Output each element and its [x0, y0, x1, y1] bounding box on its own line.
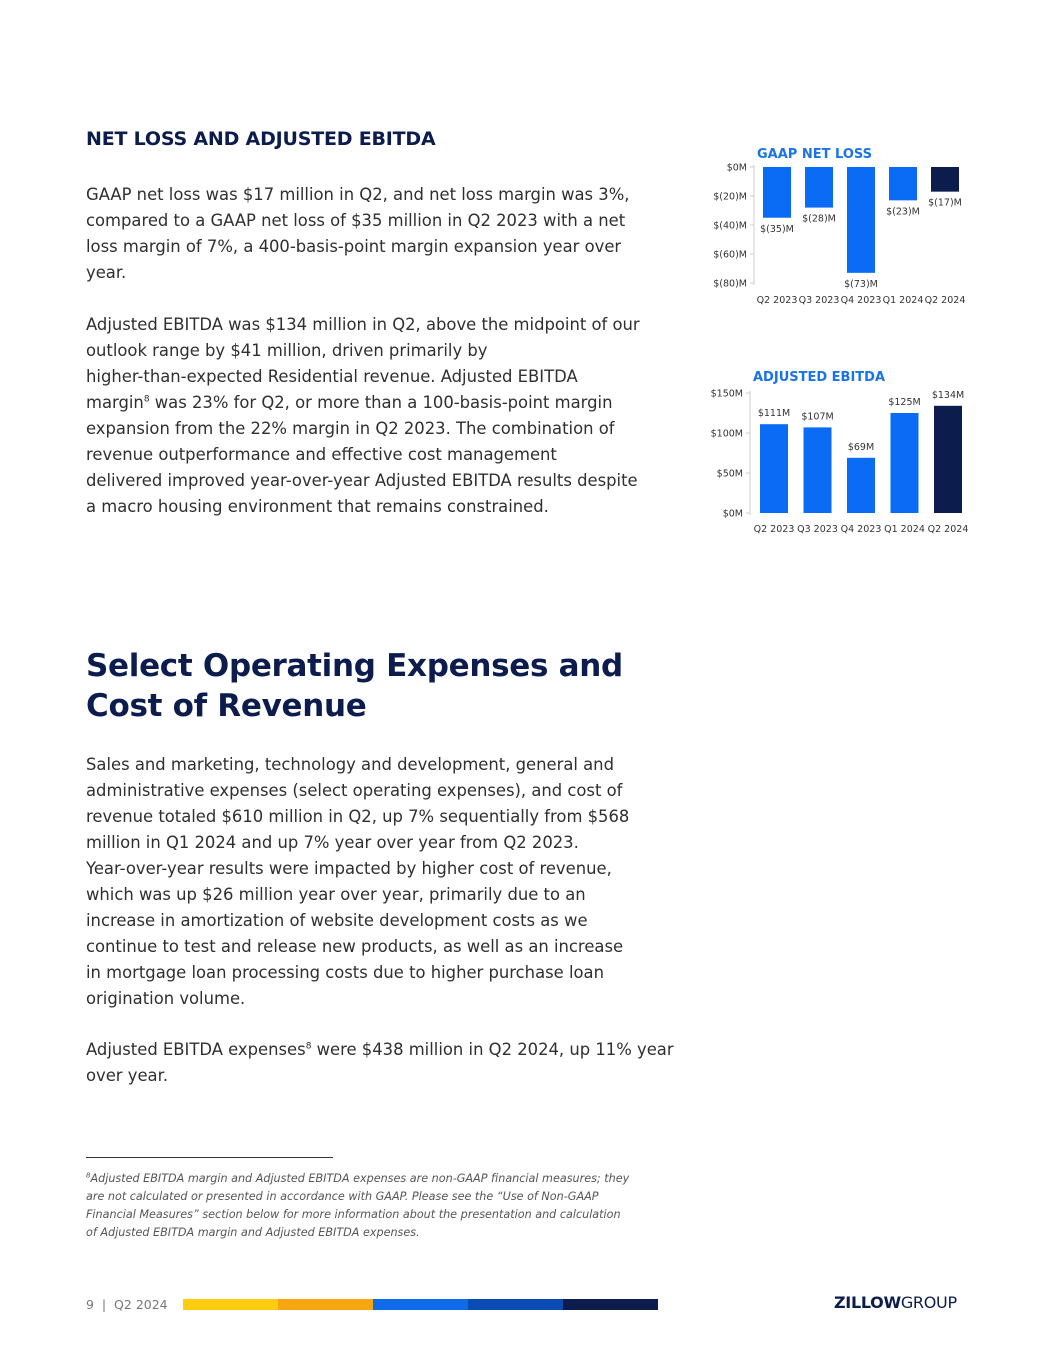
text-line: Year-over-year results were impacted by higher cost of revenue, — [86, 859, 612, 878]
x-tick-label: Q2 2024 — [927, 524, 969, 535]
data-label: $(35)M — [760, 223, 794, 235]
adjusted-ebitda-chart — [690, 364, 990, 540]
footnote-line: of Adjusted EBITDA margin and Adjusted EBITDA expenses. — [86, 1226, 420, 1239]
x-tick-label: Q2 2024 — [924, 295, 966, 306]
color-segment — [563, 1299, 658, 1310]
data-label: $134M — [931, 389, 965, 401]
logo-regular: GROUP — [900, 1293, 957, 1312]
bar — [847, 167, 875, 273]
adjusted-ebitda-paragraph — [86, 312, 676, 520]
x-tick-label: Q4 2023 — [840, 524, 882, 535]
x-tick-label: Q3 2023 — [797, 524, 838, 535]
text-line: delivered improved year-over-year Adjusted EBITDA results despite — [86, 471, 638, 490]
y-tick-label: $0M — [722, 508, 743, 520]
color-segment — [373, 1299, 468, 1310]
text-line: origination volume. — [86, 989, 246, 1008]
text-line: outlook range by $41 million, driven primarily by — [86, 341, 488, 360]
y-tick-label: $(80)M — [713, 278, 747, 290]
y-tick-label: $(60)M — [713, 249, 747, 261]
bar — [760, 424, 788, 513]
text-line: over year. — [86, 1066, 169, 1085]
text-line — [86, 390, 676, 416]
text-line: in mortgage loan processing costs due to higher purchase loan — [86, 963, 604, 982]
chart-title: ADJUSTED EBITDA — [753, 370, 886, 385]
text-fragment: margin — [86, 393, 144, 412]
bar — [763, 167, 791, 218]
bar — [804, 427, 832, 513]
chart-title: GAAP NET LOSS — [757, 147, 873, 162]
bar — [931, 167, 959, 192]
footnote — [86, 1170, 666, 1242]
footnote-line — [86, 1170, 666, 1188]
data-label: $(17)M — [928, 197, 962, 209]
logo-bold: ZILLOW — [834, 1293, 901, 1312]
net-loss-paragraph — [86, 182, 676, 286]
text-line: loss margin of 7%, a 400-basis-point margin expansion year over — [86, 237, 622, 256]
x-tick-label: Q2 2023 — [756, 295, 798, 306]
bar — [889, 167, 917, 200]
data-label: $(23)M — [886, 206, 920, 218]
heading-line: Cost of Revenue — [86, 688, 367, 724]
x-tick-label: Q1 2024 — [884, 524, 925, 535]
text-line: a macro housing environment that remains constrained. — [86, 497, 549, 516]
text-line: expansion from the 22% margin in Q2 2023. The combination of — [86, 419, 615, 438]
footnote-text: Adjusted EBITDA margin and Adjusted EBITDA expenses are non-GAAP financial measures; they — [90, 1172, 630, 1185]
x-tick-label: Q4 2023 — [840, 295, 882, 306]
color-segment — [183, 1299, 278, 1310]
text-line: compared to a GAAP net loss of $35 million in Q2 2023 with a net — [86, 211, 626, 230]
text-fragment: was 23% for Q2, or more than a 100-basis-point margin — [154, 393, 613, 412]
text-line: administrative expenses (select operating expenses), and cost of — [86, 781, 623, 800]
bar — [934, 406, 962, 513]
text-line: Sales and marketing, technology and development, general and — [86, 755, 614, 774]
footnote-ref[interactable]: 8 — [305, 1041, 312, 1052]
zillow-group-logo — [834, 1293, 957, 1312]
y-tick-label: $0M — [726, 162, 747, 174]
color-segment — [468, 1299, 563, 1310]
bar — [891, 413, 919, 513]
section-heading-opex — [86, 646, 686, 726]
data-label: $(28)M — [802, 213, 836, 225]
text-line: increase in amortization of website development costs as we — [86, 911, 588, 930]
y-tick-label: $(40)M — [713, 220, 747, 232]
section-heading-net-loss: NET LOSS AND ADJUSTED EBITDA — [86, 128, 436, 150]
data-label: $69M — [847, 441, 875, 453]
y-tick-label: $100M — [710, 428, 743, 440]
footnote-line: Financial Measures” section below for more information about the presentation and calculation — [86, 1208, 621, 1221]
text-line: revenue totaled $610 million in Q2, up 7% sequentially from $568 — [86, 807, 630, 826]
x-tick-label: Q2 2023 — [753, 524, 795, 535]
opex-paragraph — [86, 752, 676, 1012]
text-line: which was up $26 million year over year, primarily due to an — [86, 885, 586, 904]
footnote-ref[interactable]: 8 — [143, 394, 150, 405]
footnote-number: 8 — [86, 1171, 91, 1180]
text-line: million in Q1 2024 and up 7% year over year from Q2 2023. — [86, 833, 579, 852]
data-label: $125M — [888, 397, 921, 408]
text-fragment: were $438 million in Q2 2024, up 11% year — [311, 1040, 674, 1059]
footnote-divider — [86, 1157, 333, 1158]
text-line: GAAP net loss was $17 million in Q2, and net loss margin was 3%, — [86, 185, 630, 204]
bar — [847, 458, 875, 513]
heading-line: Select Operating Expenses and — [86, 648, 623, 684]
color-segment — [278, 1299, 373, 1310]
y-tick-label: $(20)M — [713, 191, 747, 203]
x-tick-label: Q1 2024 — [882, 295, 924, 306]
text-line: higher-than-expected Residential revenue. Adjusted EBITDA — [86, 367, 578, 386]
text-line: continue to test and release new products, as well as an increase — [86, 937, 624, 956]
page-number: 9 | Q2 2024 — [86, 1297, 168, 1312]
y-tick-label: $150M — [710, 388, 743, 400]
text-line: revenue outperformance and effective cost management — [86, 445, 557, 464]
footnote-line: are not calculated or presented in accordance with GAAP. Please see the “Use of Non-GAAP — [86, 1190, 599, 1203]
bar — [805, 167, 833, 208]
x-tick-label: Q3 2023 — [798, 295, 840, 306]
text-line: Adjusted EBITDA was $134 million in Q2, above the midpoint of our — [86, 315, 640, 334]
data-label: $(73)M — [844, 278, 878, 290]
text-fragment: Adjusted EBITDA expenses — [86, 1040, 306, 1059]
text-line: year. — [86, 263, 127, 282]
data-label: $111M — [757, 408, 791, 420]
data-label: $107M — [801, 411, 834, 423]
footer-color-bar — [183, 1299, 658, 1310]
y-tick-label: $50M — [716, 468, 743, 480]
gaap-net-loss-chart — [690, 140, 990, 310]
text-line — [86, 1037, 676, 1063]
adjusted-ebitda-expenses-paragraph — [86, 1037, 676, 1089]
